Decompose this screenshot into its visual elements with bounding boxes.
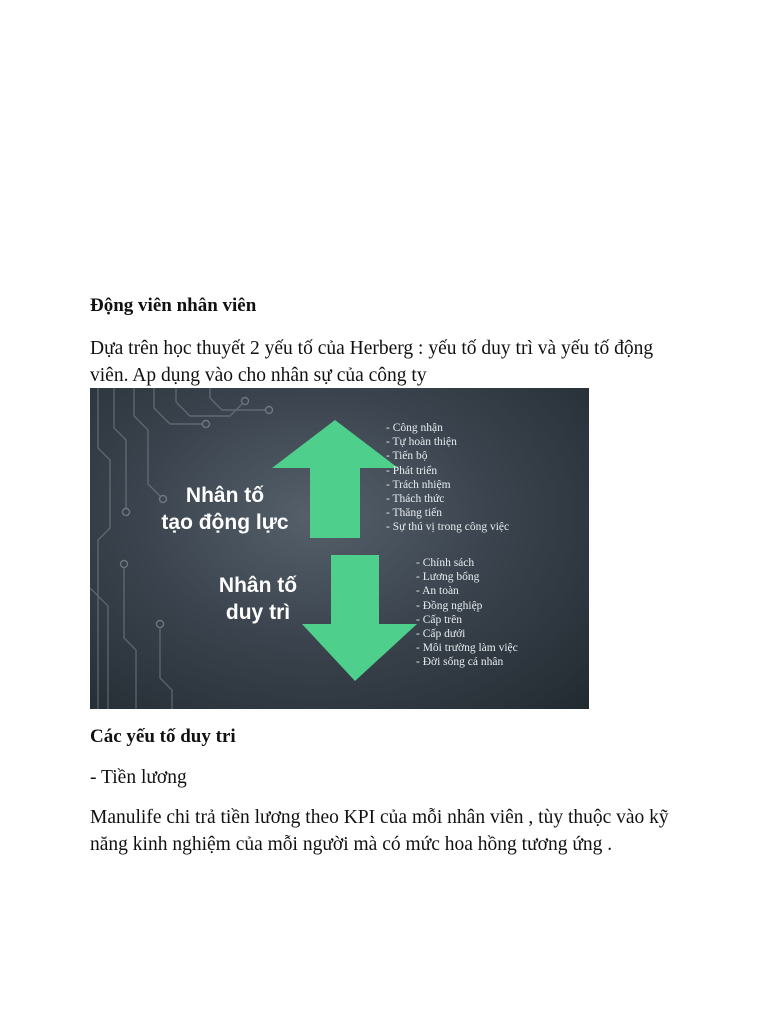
list-item: - Sự thú vị trong công việc	[386, 521, 510, 534]
list-item: - Thách thức	[386, 493, 445, 506]
circuit-node	[242, 398, 249, 405]
section-heading-motivation: Động viên nhân viên	[90, 295, 257, 316]
hygiene-label-line1: Nhân tố	[218, 574, 298, 597]
list-item: - Đời sống cá nhân	[416, 656, 504, 669]
list-item: - Phát triển	[386, 464, 438, 477]
circuit-node	[203, 421, 210, 428]
list-item: - Lương bổng	[416, 571, 480, 584]
list-item: - Trách nhiệm	[386, 478, 451, 491]
circuit-line	[124, 568, 136, 709]
circuit-line	[160, 628, 172, 709]
circuit-node	[266, 407, 273, 414]
circuit-node	[123, 509, 130, 516]
circuit-decoration	[90, 388, 265, 709]
circuit-line	[90, 588, 108, 709]
circuit-line	[176, 388, 242, 416]
list-item: - Công nhận	[386, 422, 443, 434]
circuit-line	[210, 388, 265, 410]
circuit-line	[154, 388, 202, 424]
hygiene-label-line2: duy trì	[225, 601, 291, 624]
list-item: - Cấp trên	[416, 613, 462, 626]
list-item: - Môi trường làm việc	[416, 642, 518, 655]
list-item: - Tự hoàn thiện	[386, 436, 457, 449]
salary-item: - Tiền lương	[90, 767, 187, 788]
circuit-node	[121, 561, 128, 568]
motivator-factors-label	[152, 482, 298, 536]
circuit-line	[134, 388, 160, 496]
hygiene-factors-label	[198, 572, 318, 626]
motivator-factors-list	[386, 421, 509, 535]
list-item: - Chính sách	[416, 557, 475, 569]
motivator-label-line1: Nhân tố	[185, 484, 265, 507]
section-heading-hygiene: Các yếu tố duy tri	[90, 726, 236, 747]
down-arrow-icon	[302, 555, 417, 681]
circuit-line	[114, 388, 126, 508]
list-item: - An toàn	[416, 585, 459, 598]
intro-paragraph: Dựa trên học thuyết 2 yếu tố của Herberg : yếu tố duy trì và yếu tố động viên. Ap dụng vào cho nhân sự của công ty	[90, 338, 654, 386]
list-item: - Tiến bộ	[386, 450, 428, 463]
list-item: - Thăng tiến	[386, 507, 442, 520]
salary-paragraph: Manulife chi trả tiền lương theo KPI của mỗi nhân viên , tùy thuộc vào kỹ năng kinh nghiệm của mỗi người mà có mức hoa hồng tương ứng .	[90, 807, 669, 855]
list-item: - Đồng nghiệp	[416, 599, 483, 612]
circuit-node	[157, 621, 164, 628]
list-item: - Cấp dưới	[416, 628, 466, 641]
hygiene-factors-list	[416, 556, 518, 670]
herzberg-diagram	[90, 388, 589, 709]
motivator-label-line2: tạo động lực	[161, 511, 289, 534]
